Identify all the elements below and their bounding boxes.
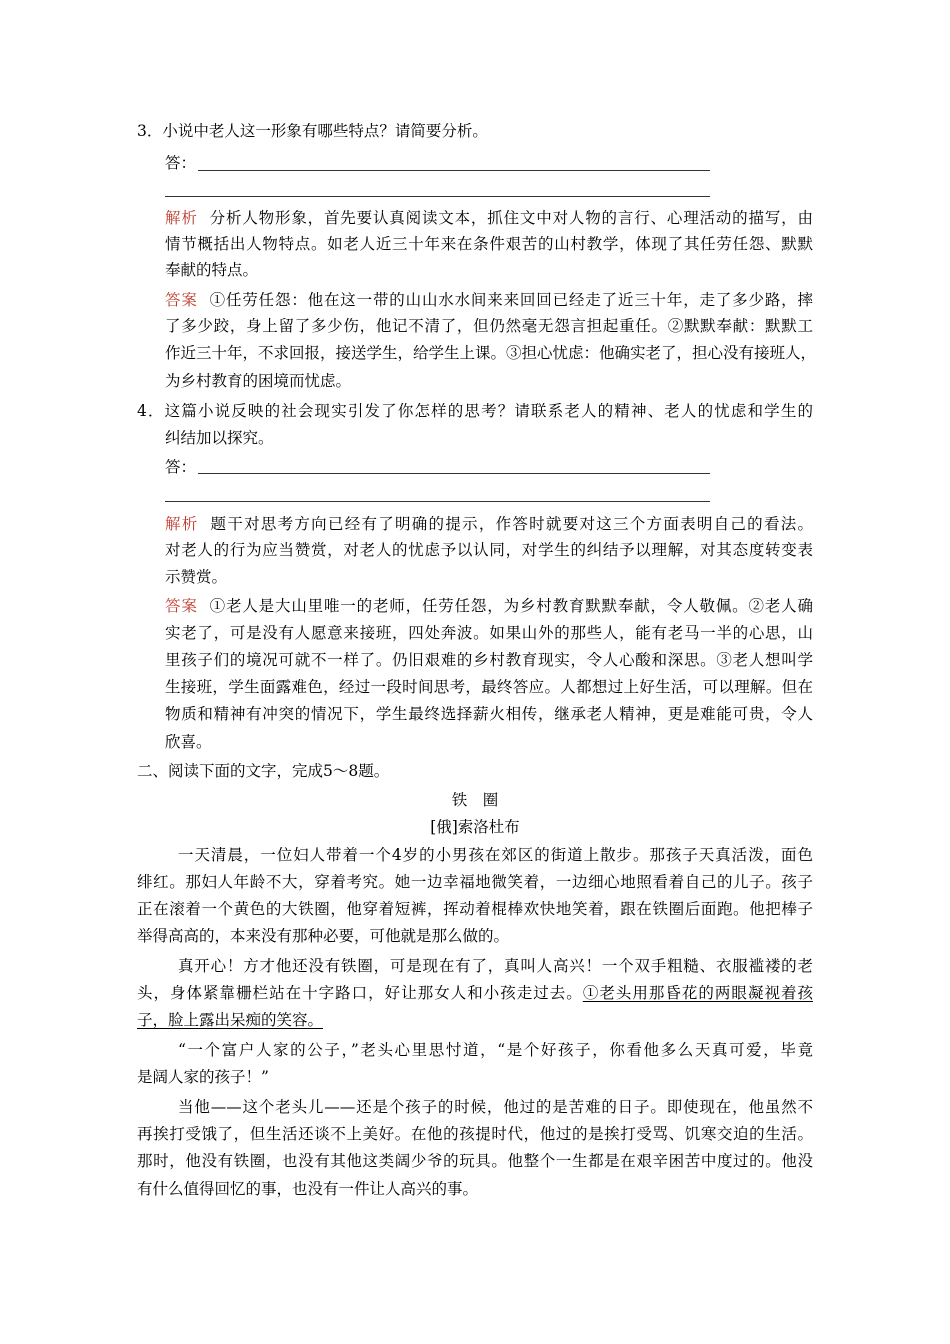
p1-line-1: 一天清晨，一位妇人带着一个4岁的小男孩在郊区的街道上散步。那孩子天真活泼，面色: [178, 846, 813, 864]
underlined-sentence-1a: ①老头用那昏花的两眼凝视着孩: [582, 984, 813, 1002]
q4-answer-line-4: 生接班，学生面露难色，经过一段时间思考，最终答应。人都想过上好生活，可以理解。但在: [165, 678, 813, 696]
p4-line-2: 再挨打受饿了，但生活还谈不上美好。在他的孩提时代，他过的是挨打受骂、饥寒交迫的生活。: [137, 1125, 813, 1143]
q3-answer-label: 答案: [165, 291, 198, 309]
p1-line-3: 正在滚着一个黄色的大铁圈，他穿着短裤，挥动着棍棒欢快地笑着，跟在铁圈后面跑。他把棒子: [137, 900, 813, 918]
q4-answer-line-5: 物质和精神有冲突的情况下，学生最终选择薪火相传，继承老人精神，更是难能可贵，令人: [165, 705, 813, 723]
q4-analysis-line-1: 解析 题干对思考方向已经有了明确的提示，作答时就要对这三个方面表明自己的看法。: [165, 515, 813, 533]
q4-answer-label: 答案: [165, 597, 198, 615]
q4-analysis-line-2: 对老人的行为应当赞赏，对老人的忧虑予以认同，对学生的纠结予以理解，对其态度转变表: [165, 541, 813, 559]
q3-answer-prefix: 答：: [165, 154, 197, 172]
q3-analysis-label: 解析: [165, 209, 198, 227]
p4-line-4: 有什么值得回忆的事，也没有一件让人高兴的事。: [137, 1180, 479, 1198]
q4-analysis-label: 解析: [165, 515, 199, 533]
q3-answer-blank-1: [198, 170, 710, 171]
story-title: 铁 圈: [451, 791, 499, 809]
q4-answer-blank-2: [165, 501, 710, 502]
q3-answer-line-4: 为乡村教育的困境而忧虑。: [165, 372, 352, 390]
q3-analysis-line-2: 情节概括出人物特点。如老人近三十年来在条件艰苦的山村教学，体现了其任劳任怨、默默: [165, 235, 813, 253]
q4-question-line-2: 纠结加以探究。: [165, 429, 274, 447]
q3-answer-line-3: 作近三十年，不求回报，接送学生，给学生上课。③担心忧虑：他确实老了，担心没有接班人，: [165, 344, 817, 362]
q3-analysis-line-1: 解析 分析人物形象，首先要认真阅读文本，抓住文中对人物的言行、心理活动的描写，由: [165, 209, 813, 227]
section2-heading: 二、阅读下面的文字，完成5～8题。: [137, 762, 390, 780]
q4-answer-line-2: 实老了，可是没有人愿意来接班，四处奔波。如果山外的那些人，能有老马一半的心思，山: [165, 624, 813, 642]
p3-line-2: 是阔人家的孩子！”: [137, 1068, 269, 1086]
q3-answer-blank-2: [165, 196, 710, 197]
p1-line-2: 绯红。那妇人年龄不大，穿着考究。她一边幸福地微笑着，一边细心地照看着自己的儿子。孩子: [137, 873, 813, 891]
p2-line-2: 头，身体紧靠栅栏站在十字路口，好让那女人和小孩走过去。①老头用那昏花的两眼凝视着孩: [137, 984, 813, 1002]
q4-answer-prefix: 答：: [165, 458, 197, 476]
q4-analysis-line-3: 示赞赏。: [165, 568, 228, 586]
q3-answer-line-2: 了多少跤，身上留了多少伤，他记不清了，但仍然毫无怨言担起重任。②默默奉献：默默工: [165, 317, 813, 335]
underlined-sentence-1b: 子，脸上露出呆痴的笑容。: [137, 1011, 324, 1029]
q3-analysis-line-3: 奉献的特点。: [165, 261, 259, 279]
q4-answer-blank-1: [198, 473, 710, 474]
p4-line-1: 当他——这个老头儿——还是个孩子的时候，他过的是苦难的日子。即使现在，他虽然不: [178, 1098, 813, 1116]
q4-answer-line-1: 答案 ①老人是大山里唯一的老师，任劳任怨，为乡村教育默默奉献，令人敬佩。②老人确: [165, 597, 813, 615]
q3-question: 3．小说中老人这一形象有哪些特点？请简要分析。: [137, 122, 488, 140]
q4-answer-line-6: 欣喜。: [165, 733, 212, 751]
story-author: [俄]索洛杜布: [430, 818, 520, 836]
q4-answer-line-3: 里孩子们的境况可就不一样了。仍旧艰难的乡村教育现实，令人心酸和深思。③老人想叫学: [165, 651, 813, 669]
q3-answer-line-1: 答案 ①任劳任怨：他在这一带的山山水水间来来回回已经走了近三十年，走了多少路，摔: [165, 291, 813, 309]
p2-line-1: 真开心！方才他还没有铁圈，可是现在有了，真叫人高兴！一个双手粗糙、衣服褴褛的老: [178, 957, 813, 975]
p3-line-1: “一个富户人家的公子，”老头心里思忖道，“是个好孩子，你看他多么天真可爱，毕竟: [178, 1041, 813, 1059]
p4-line-3: 那时，他没有铁圈，也没有其他这类阔少爷的玩具。他整个一生都是在艰辛困苦中度过的。他没: [137, 1152, 813, 1170]
q4-question-line-1: 4．这篇小说反映的社会现实引发了你怎样的思考？请联系老人的精神、老人的忧虑和学生的: [137, 402, 813, 420]
p1-line-4: 举得高高的，本来没有那种必要，可他就是那么做的。: [137, 927, 510, 945]
